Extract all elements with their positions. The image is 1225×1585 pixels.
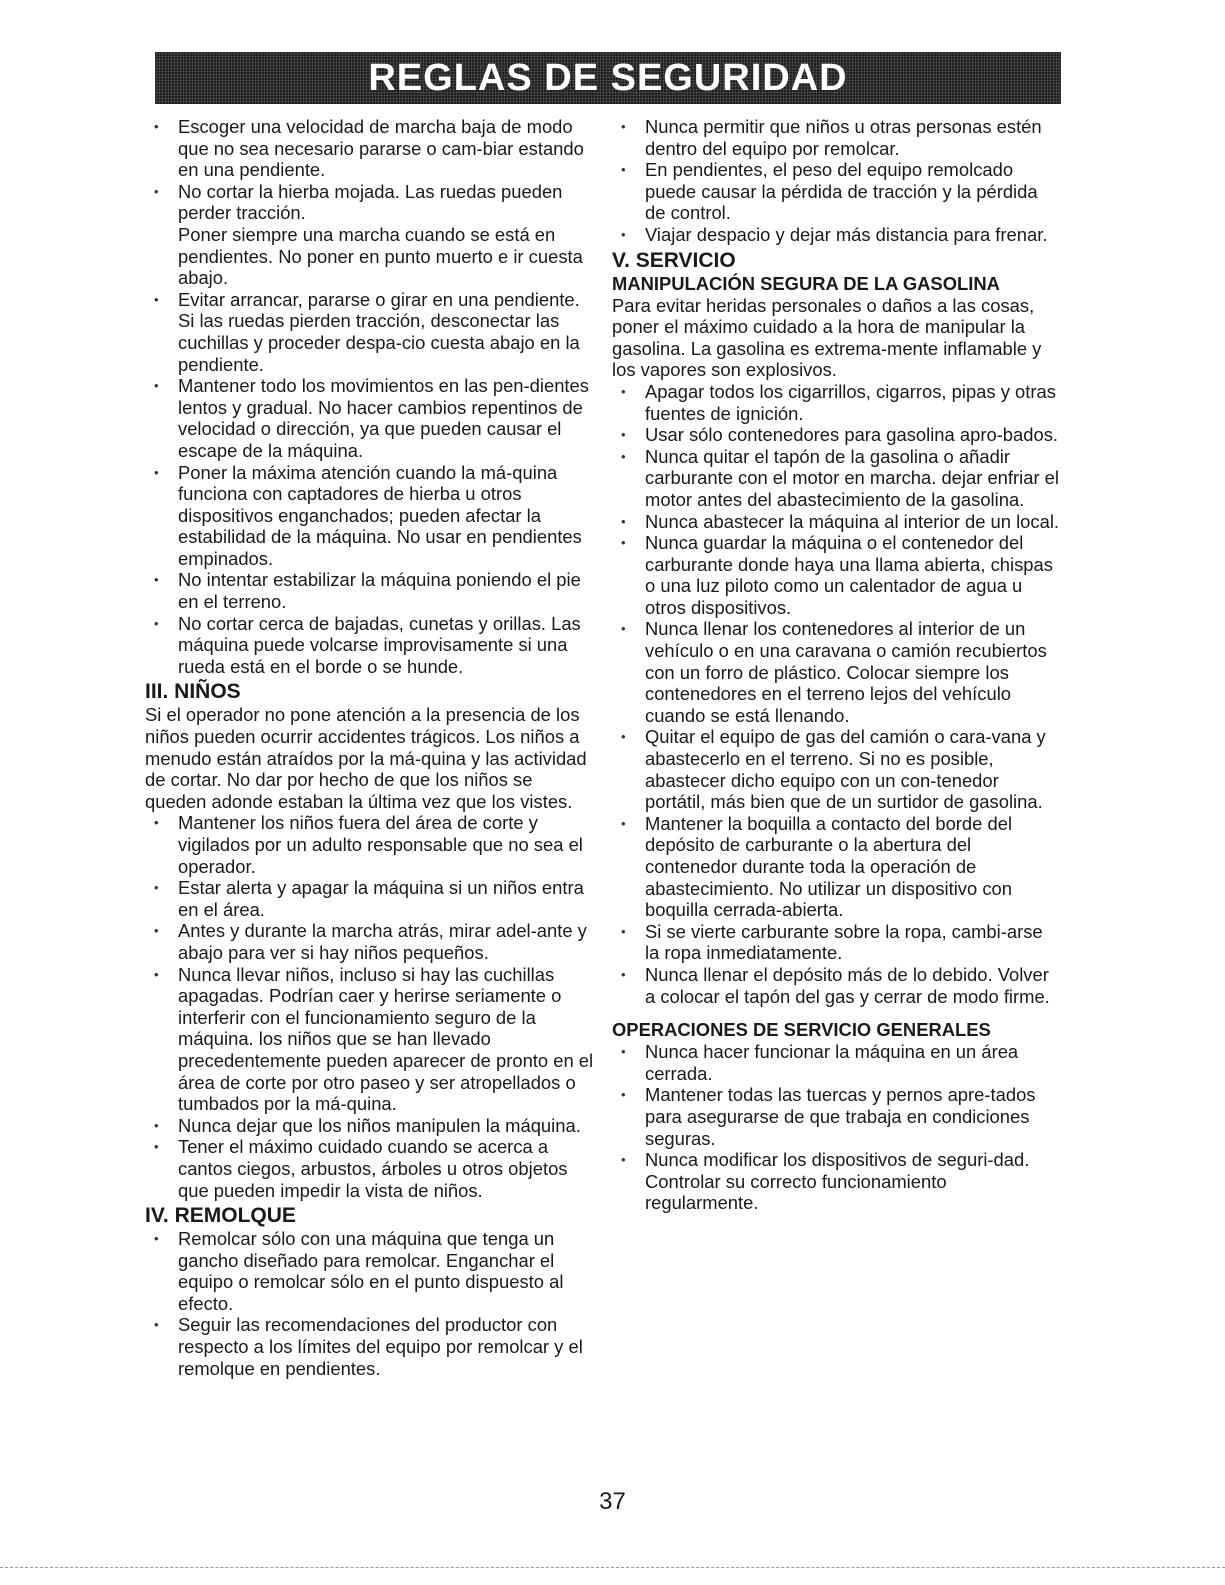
list-item: • Nunca dejar que los niños manipulen la máquina. (145, 1115, 595, 1137)
slope-safety-list (145, 116, 595, 224)
list-item: • Nunca llenar el depósito más de lo debido. Volver a colocar el tapón del gas y cerrar de modo firme. (612, 964, 1062, 1007)
list-item: • Nunca hacer funcionar la máquina en un área cerrada. (612, 1041, 1062, 1084)
section-heading-servicio: V. SERVICIO (612, 248, 736, 272)
right-column (612, 116, 1062, 1214)
list-item: • Seguir las recomendaciones del productor con respecto a los límites del equipo por remolcar y el remolque en pendientes. (145, 1314, 595, 1379)
list-item: • Usar sólo contenedores para gasolina apro-bados. (612, 424, 1062, 446)
list-item: • Nunca quitar el tapón de la gasolina o añadir carburante con el motor en marcha. dejar enfriar el motor antes del abastecimiento de la gasolina. (612, 446, 1062, 511)
list-item: • Escoger una velocidad de marcha baja de modo que no sea necesario pararse o cam-biar estando en una pendiente. (145, 116, 595, 181)
list-item: • Evitar arrancar, pararse o girar en una pendiente. Si las ruedas pierden tracción, desconectar las cuchillas y proceder despa-cio cuesta abajo en la pendiente. (145, 289, 595, 375)
slope-safety-list-continued (145, 289, 595, 678)
list-item: • No cortar cerca de bajadas, cunetas y orillas. Las máquina puede volcarse improvisamente si una rueda está en el borde o se hunde. (145, 613, 595, 678)
bottom-divider (0, 1567, 1225, 1568)
gasolina-intro: Para evitar heridas personales o daños a las cosas, poner el máximo cuidado a la hora de manipular la gasolina. La gasolina es extrema-mente inflamable y los vapores son explosivos. (612, 294, 1042, 381)
list-item: • Nunca permitir que niños u otras personas estén dentro del equipo por remolcar. (612, 116, 1062, 159)
gasolina-list (612, 381, 1062, 1007)
list-item: • Remolcar sólo con una máquina que tenga un gancho diseñado para remolcar. Enganchar el equipo o remolcar sólo en el punto dispuesto al efecto. (145, 1228, 595, 1314)
list-item: • Nunca llevar niños, incluso si hay las cuchillas apagadas. Podrían caer y herirse seriamente o interferir con el funcionamiento seguro de la máquina. los niños que se han llevado precedentemente pueden aparecer de pronto en el área de corte por otro paseo y ser atropellados o tumbados por la má-quina. (145, 964, 595, 1115)
list-item: • Nunca abastecer la máquina al interior de un local. (612, 511, 1062, 533)
list-item: • No intentar estabilizar la máquina poniendo el pie en el terreno. (145, 569, 595, 612)
list-item: • Si se vierte carburante sobre la ropa, cambi-arse la ropa inmediatamente. (612, 921, 1062, 964)
page-title: REGLAS DE SEGURIDAD (368, 57, 848, 99)
subheading-gasolina: MANIPULACIÓN SEGURA DE LA GASOLINA (612, 272, 1000, 294)
left-column (145, 116, 595, 1379)
list-item: • Mantener todas las tuercas y pernos apre-tados para asegurarse de que trabaja en condiciones seguras. (612, 1084, 1062, 1149)
list-item: • Mantener todo los movimientos en las pen-dientes lentos y gradual. No hacer cambios repentinos de velocidad o dirección, ya que pueden causar el escape de la máquina. (145, 375, 595, 461)
list-item: • Nunca llenar los contenedores al interior de un vehículo o en una caravana o camión recubiertos con un forro de plástico. Colocar siempre los contenedores en el terreno lejos del vehículo cuando se está llenando. (612, 618, 1062, 726)
list-item: • No cortar la hierba mojada. Las ruedas pueden perder tracción. (145, 181, 595, 224)
remolque-list (145, 1228, 595, 1379)
towing-list-continued (612, 116, 1062, 246)
title-banner (155, 52, 1061, 104)
ninos-intro: Si el operador no pone atención a la presencia de los niños pueden ocurrir accidentes trágicos. Los niños a menudo están atraídos por la má-quina y las actividad de cortar. No dar por hecho de que los niños se queden adonde estaban la última vez que los vistes. (145, 704, 587, 812)
list-item: • Nunca modificar los dispositivos de seguri-dad. Controlar su correcto funcionamiento regularmente. (612, 1149, 1062, 1214)
list-item: • Quitar el equipo de gas del camión o cara-vana y abastecerlo en el terreno. Si no es posible, abastecer dicho equipo con un con-tenedor portátil, más bien que de un surtidor de gasolina. (612, 726, 1062, 812)
page-number: 37 (599, 1488, 626, 1515)
list-item: • Apagar todos los cigarrillos, cigarros, pipas y otras fuentes de ignición. (612, 381, 1062, 424)
list-item: • Mantener los niños fuera del área de corte y vigilados por un adulto responsable que no sea el operador. (145, 812, 595, 877)
continuation-paragraph: Poner siempre una marcha cuando se está en pendientes. No poner en punto muerto e ir cuesta abajo. (178, 223, 583, 289)
list-item: • En pendientes, el peso del equipo remolcado puede causar la pérdida de tracción y la pérdida de control. (612, 159, 1062, 224)
subheading-generales: OPERACIONES DE SERVICIO GENERALES (612, 1019, 991, 1041)
list-item: • Antes y durante la marcha atrás, mirar adel-ante y abajo para ver si hay niños pequeños. (145, 920, 595, 963)
list-item: • Estar alerta y apagar la máquina si un niños entra en el área. (145, 877, 595, 920)
list-item: • Tener el máximo cuidado cuando se acerca a cantos ciegos, arbustos, árboles u otros objetos que pueden impedir la vista de niños. (145, 1136, 595, 1201)
section-heading-ninos: III. NIÑOS (145, 680, 241, 704)
list-item: • Viajar despacio y dejar más distancia para frenar. (612, 224, 1062, 246)
list-item: • Poner la máxima atención cuando la má-quina funciona con captadores de hierba u otros dispositivos enganchados; pueden afectar la estabilidad de la máquina. No usar en pendientes empinados. (145, 462, 595, 570)
ninos-list (145, 812, 595, 1201)
list-item: • Mantener la boquilla a contacto del borde del depósito de carburante o la abertura del contenedor durante toda la operación de abastecimiento. No utilizar un dispositivo con boquilla cerrada-abierta. (612, 813, 1062, 921)
list-item: • Nunca guardar la máquina o el contenedor del carburante donde haya una llama abierta, chispas o una luz piloto como un calentador de agua u otros dispositivos. (612, 532, 1062, 618)
generales-list (612, 1041, 1062, 1214)
section-heading-remolque: IV. REMOLQUE (145, 1204, 296, 1228)
